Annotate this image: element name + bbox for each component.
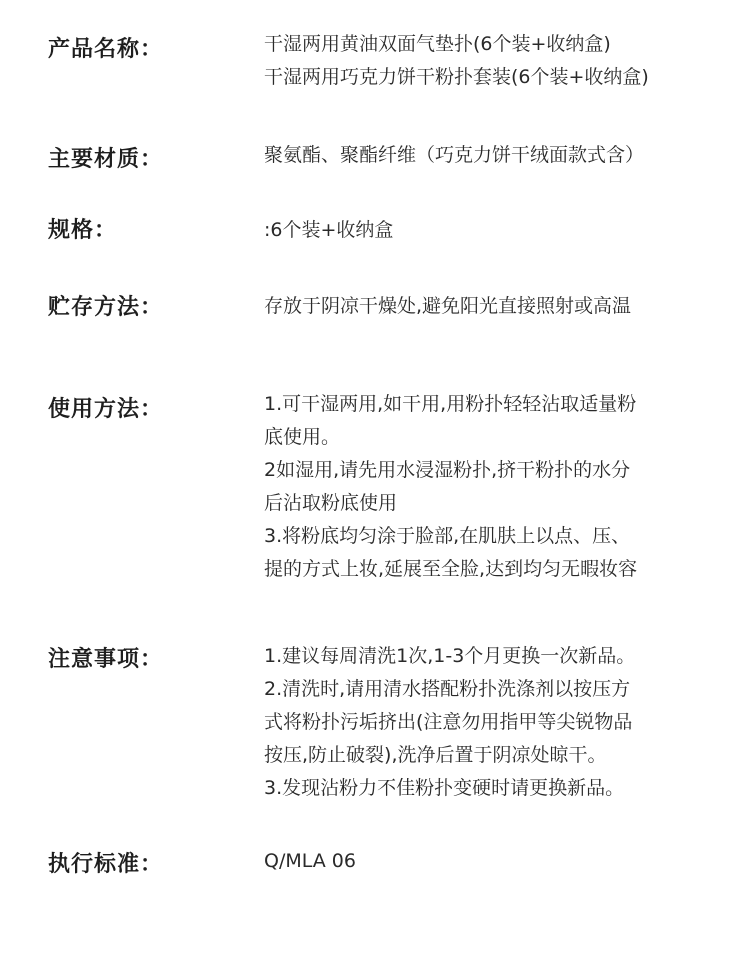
value-line: 提的方式上妆,延展至全脸,达到均匀无暇妆容 bbox=[264, 558, 638, 580]
value-product-name bbox=[264, 28, 649, 94]
value-precautions bbox=[264, 640, 635, 805]
label-material: 主要材质： bbox=[48, 147, 164, 172]
label-spec: 规格： bbox=[48, 218, 118, 243]
label-usage: 使用方法： bbox=[48, 397, 164, 422]
value-line: 干湿两用黄油双面气垫扑(6个装+收纳盒) bbox=[264, 33, 611, 55]
value-line: 聚氨酯、聚酯纤维（巧克力饼干绒面款式含） bbox=[264, 144, 645, 166]
value-storage bbox=[264, 290, 631, 323]
value-line: 按压,防止破裂),洗净后置于阴凉处晾干。 bbox=[264, 744, 607, 766]
value-line: 2.清洗时,请用清水搭配粉扑洗涤剂以按压方 bbox=[264, 678, 631, 700]
label-product-name: 产品名称： bbox=[48, 37, 164, 62]
value-line: 式将粉扑污垢挤出(注意勿用指甲等尖锐物品 bbox=[264, 711, 633, 733]
value-line: 3.发现沾粉力不佳粉扑变硬时请更换新品。 bbox=[264, 777, 625, 799]
value-line: 1.建议每周清洗1次,1-3个月更换一次新品。 bbox=[264, 645, 636, 667]
value-line: 2如湿用,请先用水浸湿粉扑,挤干粉扑的水分 bbox=[264, 459, 631, 481]
value-line: 后沾取粉底使用 bbox=[264, 492, 398, 514]
value-line: 3.将粉底均匀涂于脸部,在肌肤上以点、压、 bbox=[264, 525, 631, 547]
label-storage: 贮存方法： bbox=[48, 295, 164, 320]
value-usage bbox=[264, 388, 637, 586]
value-line: 干湿两用巧克力饼干粉扑套装(6个装+收纳盒) bbox=[264, 66, 649, 88]
value-spec bbox=[264, 214, 393, 247]
label-standard: 执行标准： bbox=[48, 852, 164, 877]
value-material bbox=[264, 139, 644, 172]
value-line: 1.可干湿两用,如干用,用粉扑轻轻沾取适量粉 bbox=[264, 393, 637, 415]
value-line: :6个装+收纳盒 bbox=[264, 219, 394, 241]
label-precautions: 注意事项： bbox=[48, 647, 164, 672]
value-line: Q/MLA 06 bbox=[264, 850, 356, 872]
value-line: 存放于阴凉干燥处,避免阳光直接照射或高温 bbox=[264, 295, 632, 317]
value-standard bbox=[264, 845, 356, 878]
value-line: 底使用。 bbox=[264, 426, 341, 448]
